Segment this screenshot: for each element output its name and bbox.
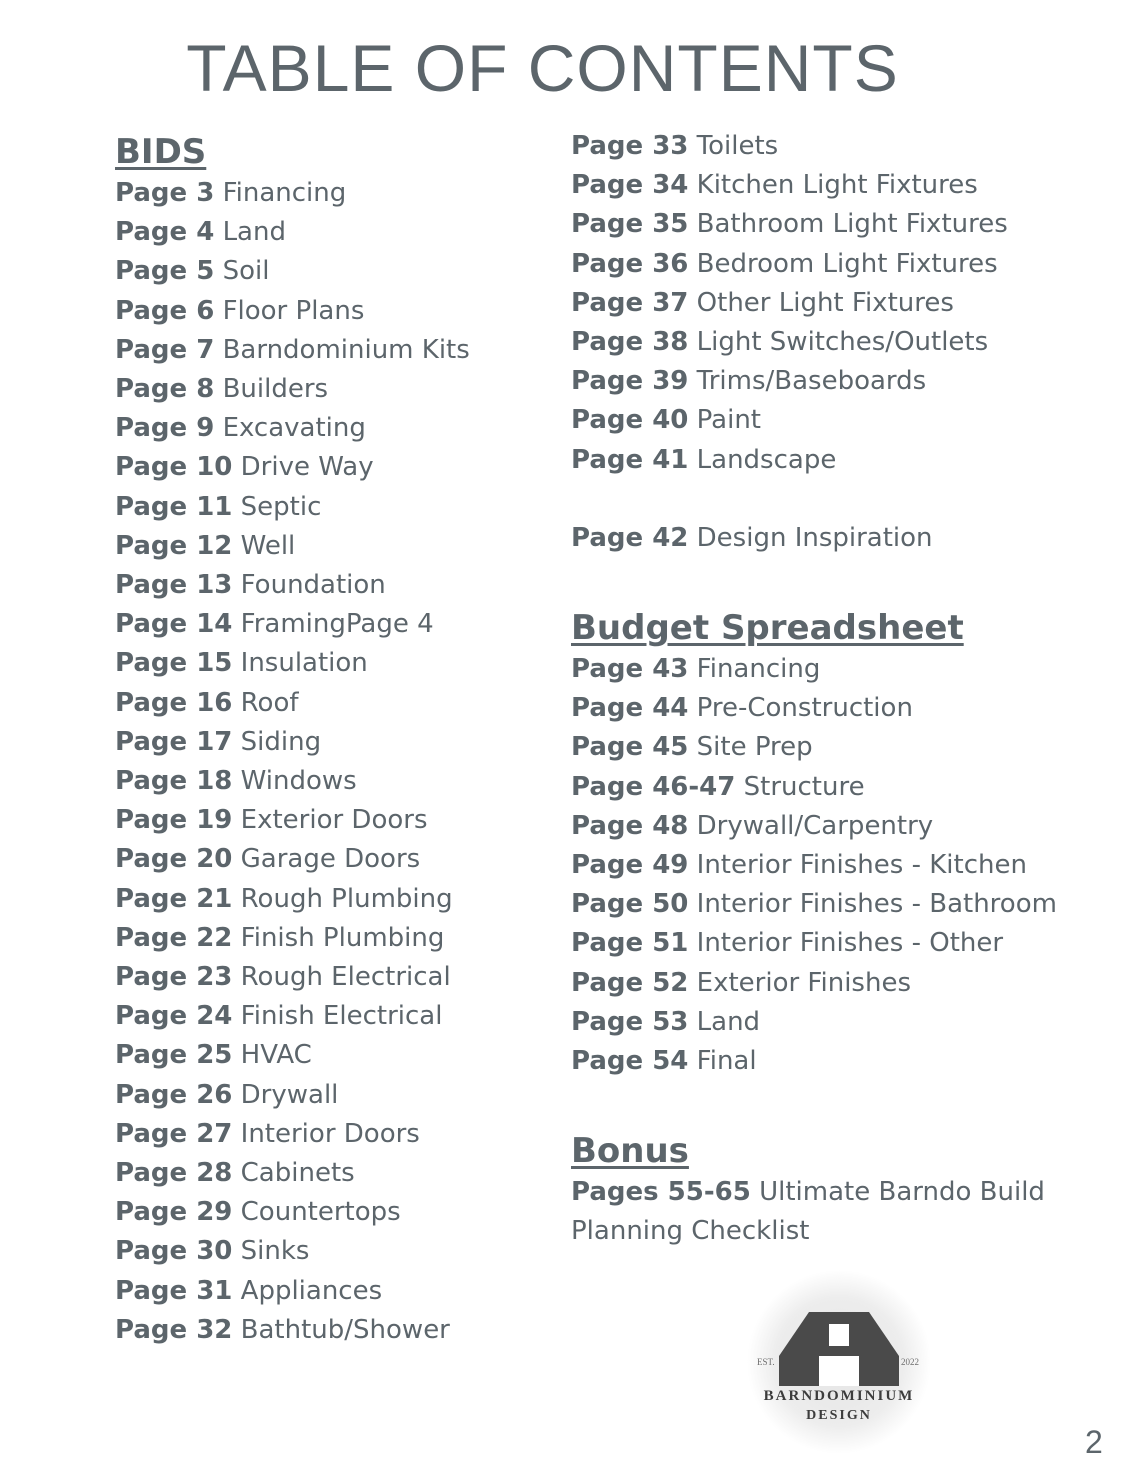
bonus-page: Pages 55-65: [571, 1177, 751, 1208]
entry-label: Kitchen Light Fixtures: [696, 170, 978, 201]
entry-label: Bedroom Light Fixtures: [696, 248, 998, 279]
entry-label: Bathroom Light Fixtures: [696, 209, 1008, 240]
entry-label: Light Switches/Outlets: [696, 327, 989, 358]
entry-page: Page 40: [571, 405, 689, 436]
entry-page: Page 32: [115, 1314, 233, 1345]
entry-page: Page 7: [115, 334, 215, 365]
entry-page: Page 20: [115, 844, 233, 875]
entry-page: Page 31: [115, 1275, 233, 1306]
logo-name-line1: BARNDOMINIUM: [763, 1388, 915, 1404]
entry-page: Page 45: [571, 732, 689, 763]
bonus-heading: Bonus: [571, 1131, 689, 1172]
entry-label: HVAC: [240, 1040, 312, 1071]
toc-entry[interactable]: [115, 1036, 555, 1075]
toc-entry[interactable]: [571, 689, 1131, 728]
entry-label: Finish Plumbing: [240, 922, 445, 953]
toc-entry[interactable]: [571, 1003, 1131, 1042]
logo-est: EST.: [757, 1357, 775, 1367]
entry-page: Page 48: [571, 810, 689, 841]
entry-label: Site Prep: [696, 732, 813, 763]
entry-label: Interior Finishes - Kitchen: [696, 850, 1027, 881]
toc-entry[interactable]: [115, 331, 555, 370]
toc-entry[interactable]: [115, 1232, 555, 1271]
entry-label: Countertops: [240, 1197, 401, 1228]
entry-label: Landscape: [696, 444, 837, 475]
entry-page: Page 24: [115, 1001, 233, 1032]
entry-label: Interior Finishes - Bathroom: [696, 889, 1057, 920]
budget-heading: Budget Spreadsheet: [571, 608, 964, 649]
entry-label: Land: [222, 217, 286, 248]
toc-entry[interactable]: [115, 174, 555, 213]
entry-page: Page 46-47: [571, 771, 736, 802]
entry-page: Page 17: [115, 726, 233, 757]
toc-entry[interactable]: [115, 488, 555, 527]
entry-page: Page 44: [571, 693, 689, 724]
entry-label: Design Inspiration: [696, 522, 933, 553]
entry-label: Barndominium Kits: [222, 334, 470, 365]
toc-entry[interactable]: [115, 566, 555, 605]
entry-label: Sinks: [240, 1236, 310, 1267]
entry-page: Page 23: [115, 962, 233, 993]
entry-page: Page 25: [115, 1040, 233, 1071]
entry-page: Page 22: [115, 922, 233, 953]
entry-label: Interior Finishes - Other: [696, 928, 1004, 959]
toc-entry[interactable]: [115, 292, 555, 331]
entry-label: Interior Doors: [240, 1118, 420, 1149]
entry-page: Page 51: [571, 928, 689, 959]
toc-entry[interactable]: [571, 323, 1131, 362]
toc-entry[interactable]: [571, 924, 1131, 963]
entry-label: Drywall: [240, 1079, 339, 1110]
logo-name-line2: DESIGN: [806, 1408, 872, 1423]
entry-label: Other Light Fixtures: [696, 287, 954, 318]
toc-entry[interactable]: [115, 684, 555, 723]
bids-heading: BIDS: [115, 132, 207, 172]
entry-page: Page 39: [571, 366, 689, 397]
toc-entry[interactable]: [115, 252, 555, 291]
toc-entry[interactable]: [571, 127, 1131, 166]
toc-entry[interactable]: [115, 919, 555, 958]
entry-page: Page 11: [115, 491, 233, 522]
entry-page: Page 18: [115, 766, 233, 797]
entry-label: Exterior Finishes: [696, 967, 911, 998]
entry-label: Rough Plumbing: [240, 883, 453, 914]
entry-label: Final: [696, 1046, 757, 1077]
entry-label: Trims/Baseboards: [696, 366, 927, 397]
toc-entry[interactable]: [571, 166, 1131, 205]
toc-entry[interactable]: [115, 958, 555, 997]
entry-page: Page 15: [115, 648, 233, 679]
entry-page: Page 43: [571, 654, 689, 685]
entry-page: Page 29: [115, 1197, 233, 1228]
entry-label: Financing: [222, 178, 347, 208]
entry-label: Drive Way: [240, 452, 374, 483]
toc-entry[interactable]: [571, 846, 1131, 885]
entry-label: Drywall/Carpentry: [696, 810, 934, 841]
entry-page: Page 37: [571, 287, 689, 318]
entry-label: Septic: [240, 491, 322, 522]
bonus-label-line2: Planning Checklist: [571, 1216, 810, 1247]
entry-label: Pre-Construction: [696, 693, 913, 724]
entry-label: Garage Doors: [240, 844, 421, 875]
entry-page: Page 6: [115, 295, 215, 326]
entry-page: Page 26: [115, 1079, 233, 1110]
entry-page: Page 35: [571, 209, 689, 240]
entry-page: Page 4: [115, 217, 215, 248]
toc-entry[interactable]: [115, 1076, 555, 1115]
toc-entry[interactable]: [115, 448, 555, 487]
toc-entry[interactable]: [571, 441, 1131, 480]
entry-page: Page 3: [115, 178, 215, 208]
budget-list: [571, 650, 1131, 1081]
entry-label: Soil: [222, 256, 270, 287]
entry-label: FramingPage 4: [240, 609, 434, 640]
entry-label: Well: [240, 530, 296, 561]
toc-entry[interactable]: [115, 409, 555, 448]
entry-label: Excavating: [222, 413, 366, 444]
logo-year: 2022: [901, 1357, 919, 1367]
entry-page: Page 49: [571, 850, 689, 881]
entry-label: Floor Plans: [222, 295, 365, 326]
entry-label: Appliances: [240, 1275, 383, 1306]
toc-entry[interactable]: [115, 644, 555, 683]
entry-page: Page 42: [571, 522, 689, 553]
toc-entry[interactable]: [115, 762, 555, 801]
toc-entry[interactable]: [115, 1272, 555, 1311]
toc-entry[interactable]: [571, 401, 1131, 440]
toc-entry[interactable]: [115, 840, 555, 879]
entry-page: Page 27: [115, 1118, 233, 1149]
entry-label: Rough Electrical: [240, 962, 451, 993]
page-title: TABLE OF CONTENTS: [186, 31, 899, 105]
entry-page: Page 8: [115, 374, 215, 405]
entry-label: Structure: [743, 771, 865, 802]
entry-page: Page 28: [115, 1158, 233, 1189]
toc-entry[interactable]: [571, 768, 1131, 807]
entry-page: Page 34: [571, 170, 689, 201]
page-number: 2: [1085, 1424, 1103, 1460]
toc-entry[interactable]: [115, 1193, 555, 1232]
entry-page: Page 30: [115, 1236, 233, 1267]
toc-entry[interactable]: [115, 997, 555, 1036]
entry-page: Page 36: [571, 248, 689, 279]
entry-label: Cabinets: [240, 1158, 355, 1189]
entry-label: Windows: [240, 766, 357, 797]
entry-label: Finish Electrical: [240, 1001, 443, 1032]
bonus-entry[interactable]: [571, 1173, 1131, 1251]
toc-entry[interactable]: [115, 1115, 555, 1154]
toc-entry[interactable]: [571, 362, 1131, 401]
toc-entry[interactable]: [571, 807, 1131, 846]
toc-entry[interactable]: [571, 245, 1131, 284]
bids-list: [115, 174, 555, 1350]
toc-entry[interactable]: [571, 1042, 1131, 1081]
toc-entry[interactable]: [115, 1154, 555, 1193]
contents-right-column: [571, 127, 1131, 1252]
entry-page: Page 14: [115, 609, 233, 640]
entry-label: Foundation: [240, 570, 386, 601]
bids-continued-list: [571, 127, 1131, 480]
toc-entry[interactable]: [115, 213, 555, 252]
toc-entry[interactable]: [115, 880, 555, 919]
entry-page: Page 50: [571, 889, 689, 920]
entry-page: Page 38: [571, 327, 689, 358]
toc-entry[interactable]: [571, 205, 1131, 244]
toc-entry[interactable]: [571, 964, 1131, 1003]
toc-entry[interactable]: [571, 650, 1131, 689]
toc-entry[interactable]: [115, 801, 555, 840]
entry-page: Page 12: [115, 530, 233, 561]
toc-entry[interactable]: [571, 284, 1131, 323]
entry-page: Page 10: [115, 452, 233, 483]
entry-label: Siding: [240, 726, 322, 757]
entry-page: Page 54: [571, 1046, 689, 1077]
entry-page: Page 52: [571, 967, 689, 998]
toc-entry[interactable]: [571, 885, 1131, 924]
entry-label: Toilets: [696, 131, 779, 161]
toc-entry[interactable]: [571, 728, 1131, 767]
entry-label: Financing: [696, 654, 821, 685]
toc-entry[interactable]: [115, 370, 555, 409]
entry-page: Page 19: [115, 805, 233, 836]
entry-label: Land: [696, 1006, 761, 1037]
entry-label: Builders: [222, 374, 329, 405]
entry-label: Roof: [240, 687, 299, 718]
bonus-label-line1: Ultimate Barndo Build: [759, 1177, 1045, 1208]
toc-entry[interactable]: [115, 605, 555, 644]
toc-entry[interactable]: [115, 723, 555, 762]
entry-label: Bathtub/Shower: [240, 1314, 450, 1345]
entry-label: Insulation: [240, 648, 368, 679]
entry-page: Page 21: [115, 883, 233, 914]
entry-page: Page 16: [115, 687, 233, 718]
toc-entry[interactable]: [115, 1311, 555, 1350]
entry-page: Page 41: [571, 444, 689, 475]
toc-entry[interactable]: [571, 519, 1131, 558]
entry-page: Page 53: [571, 1006, 689, 1037]
entry-label: Exterior Doors: [240, 805, 428, 836]
entry-page: Page 5: [115, 256, 215, 287]
entry-page: Page 9: [115, 413, 215, 444]
entry-page: Page 33: [571, 131, 689, 161]
barndominium-design-logo: [737, 1270, 942, 1460]
bids-column: [115, 130, 555, 1350]
toc-entry[interactable]: [115, 527, 555, 566]
entry-label: Paint: [696, 405, 761, 436]
entry-page: Page 13: [115, 570, 233, 601]
